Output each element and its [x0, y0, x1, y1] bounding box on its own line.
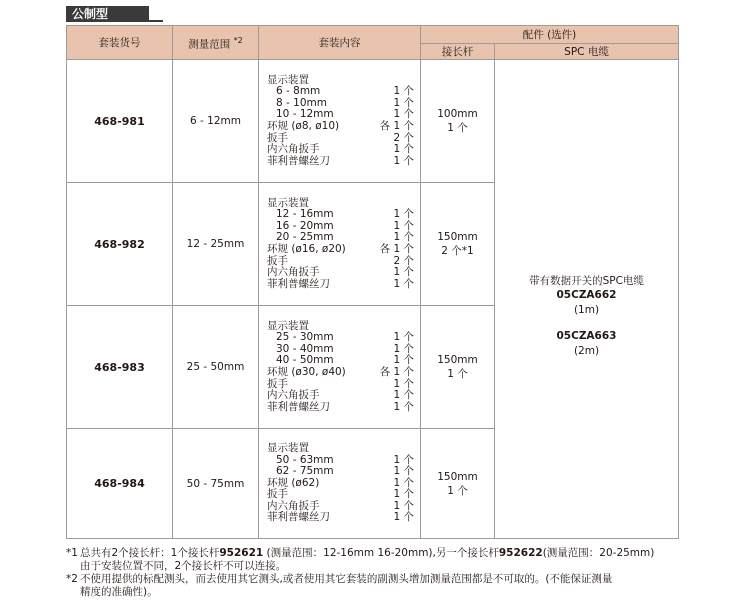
footnote: [66, 573, 706, 599]
section-title-rule: [149, 20, 163, 22]
contents-item-qty: 1 个: [393, 219, 414, 232]
set-model-number: 468-982: [67, 183, 173, 306]
contents-item-name: 6 - 8mm: [276, 85, 321, 98]
contents-item-qty: 2 个: [393, 131, 414, 144]
set-contents: [259, 429, 421, 539]
contents-item-name: 扳手: [267, 488, 288, 501]
header-rod: 接长杆: [421, 44, 495, 60]
header-contents: 套装内容: [259, 26, 421, 60]
contents-item-qty: 1 个: [393, 465, 414, 478]
contents-item-qty: 1 个: [393, 108, 414, 121]
contents-item-name: 环规 (ø16, ø20): [267, 243, 346, 255]
extension-rod: [421, 306, 495, 429]
contents-item: [259, 156, 420, 168]
contents-item-name: 40 - 50mm: [276, 354, 334, 367]
contents-item-name: 内六角扳手: [267, 389, 320, 402]
contents-item-qty: 1 个: [393, 342, 414, 355]
contents-item-name: 菲利普螺丝刀: [267, 277, 330, 290]
contents-item: [259, 244, 420, 256]
rod-length: 150mm: [437, 470, 478, 483]
contents-item-qty: 1 个: [393, 143, 414, 156]
contents-item: [259, 402, 420, 414]
rod-qty: 1 个: [447, 368, 468, 380]
footnote-text: (测量范围：12-16mm 16-20mm),另一个接长杆: [263, 547, 499, 559]
header-range-mark: *2: [233, 35, 243, 45]
extension-rod: [421, 60, 495, 183]
contents-item-qty: 1 个: [393, 231, 414, 244]
contents-item-qty: 1 个: [393, 331, 414, 344]
footnote-mark: *1: [66, 547, 78, 559]
contents-item: [259, 279, 420, 291]
footnote-line-1: [80, 573, 706, 586]
contents-item-qty: 1 个: [393, 499, 414, 512]
contents-item-name: 内六角扳手: [267, 266, 320, 279]
set-contents: [259, 183, 421, 306]
footnote-text: 952621: [219, 547, 264, 559]
contents-item-name: 环规 (ø8, ø10): [267, 120, 340, 132]
spc-cable-1-length: (1m): [573, 303, 600, 316]
contents-item-name: 8 - 10mm: [276, 96, 327, 109]
contents-item-qty: 各 1 个: [379, 366, 414, 378]
contents-item-name: 扳手: [267, 131, 288, 144]
footnote-text: 952622: [498, 547, 543, 559]
contents-item-qty: 1 个: [393, 377, 414, 390]
footnote-text: (测量范围：20-25mm): [542, 547, 655, 559]
contents-item-name: 显示装置: [267, 319, 309, 332]
footnotes: [66, 547, 706, 599]
footnote-line-2: 精度的准确性)。: [80, 586, 158, 598]
contents-item-name: 内六角扳手: [267, 143, 320, 156]
contents-item: [259, 443, 420, 455]
spc-cable-title: 带有数据开关的SPC电缆: [529, 274, 644, 287]
table-row: [67, 60, 679, 183]
contents-item: [259, 121, 420, 133]
contents-item-name: 菲利普螺丝刀: [267, 400, 330, 413]
contents-item-name: 62 - 75mm: [276, 465, 334, 478]
spc-cable: [495, 60, 679, 539]
rod-qty: 2 个*1: [441, 245, 474, 257]
contents-item-qty: 1 个: [393, 85, 414, 98]
contents-item-name: 20 - 25mm: [276, 231, 334, 244]
rod-qty: 1 个: [447, 484, 468, 497]
footnote-text: 总共有2个接长杆：1个接长杆: [80, 547, 220, 559]
contents-item-name: 50 - 63mm: [276, 453, 334, 466]
contents-item-qty: 各 1 个: [379, 120, 414, 132]
footnote: [66, 547, 706, 573]
extension-rod: [421, 429, 495, 539]
contents-item-name: 扳手: [267, 377, 288, 390]
set-contents: [259, 60, 421, 183]
spc-cable-spacer: [495, 317, 678, 329]
set-contents: [259, 306, 421, 429]
header-range: [173, 26, 259, 60]
contents-item-name: 内六角扳手: [267, 499, 320, 512]
footnote-text: 不使用提供的标配测头，而去使用其它测头,或者使用其它套装的副测头增加测量范围都是不可取的。(不能保证测量: [80, 573, 613, 585]
contents-item-qty: 1 个: [393, 400, 414, 413]
contents-item-qty: 各 1 个: [379, 243, 414, 255]
footnote-line-1: [80, 547, 706, 560]
contents-item-name: 扳手: [267, 254, 288, 267]
measuring-range: 6 - 12mm: [173, 60, 259, 183]
extension-rod: [421, 183, 495, 306]
contents-item-qty: 1 个: [393, 453, 414, 466]
contents-item-name: 菲利普螺丝刀: [267, 154, 330, 167]
contents-item: [259, 466, 420, 478]
contents-item-qty: 1 个: [393, 154, 414, 167]
contents-item-qty: 1 个: [393, 476, 414, 489]
contents-item-name: 25 - 30mm: [276, 331, 334, 344]
set-model-number: 468-983: [67, 306, 173, 429]
rod-length: 100mm: [437, 108, 478, 120]
contents-item-name: 30 - 40mm: [276, 342, 334, 355]
measuring-range: 50 - 75mm: [173, 429, 259, 539]
contents-item-qty: 1 个: [393, 208, 414, 221]
contents-item-name: 环规 (ø30, ø40): [267, 366, 346, 378]
rod-qty: 1 个: [447, 122, 468, 134]
contents-item: [259, 367, 420, 379]
rod-length: 150mm: [437, 231, 478, 243]
contents-item-qty: 1 个: [393, 511, 414, 524]
table-body: [67, 60, 679, 539]
contents-item: [259, 512, 420, 524]
contents-item-qty: 1 个: [393, 277, 414, 290]
contents-item-qty: 2 个: [393, 254, 414, 267]
contents-item-name: 16 - 20mm: [276, 219, 334, 232]
contents-item-name: 菲利普螺丝刀: [267, 511, 330, 524]
footnote-mark: *2: [66, 573, 78, 585]
footnote-line-2: 由于安装位置不同，2个接长杆不可以连接。: [80, 560, 287, 572]
contents-item-name: 显示装置: [267, 196, 309, 209]
contents-item-qty: 1 个: [393, 354, 414, 367]
header-spc: SPC 电缆: [495, 44, 679, 60]
rod-length: 150mm: [437, 354, 478, 366]
contents-item-qty: 1 个: [393, 96, 414, 109]
spc-cable-1-code: 05CZA662: [556, 289, 617, 302]
contents-item-name: 环规 (ø62): [267, 476, 320, 489]
header-options: 配件 (选件): [421, 26, 679, 44]
contents-item-qty: 1 个: [393, 266, 414, 279]
measuring-range: 12 - 25mm: [173, 183, 259, 306]
set-model-number: 468-984: [67, 429, 173, 539]
header-range-label: 测量范围: [188, 38, 231, 51]
contents-item-name: 12 - 16mm: [276, 208, 334, 221]
section-title: 公制型: [66, 6, 149, 22]
contents-item-qty: 1 个: [393, 488, 414, 501]
specification-table: [66, 25, 679, 539]
header-model: 套装货号: [67, 26, 173, 60]
contents-item-qty: 1 个: [393, 389, 414, 402]
set-model-number: 468-981: [67, 60, 173, 183]
contents-item-name: 显示装置: [267, 73, 309, 86]
contents-item-name: 10 - 12mm: [276, 108, 334, 121]
contents-item-name: 显示装置: [267, 441, 309, 454]
spc-cable-2-code: 05CZA663: [556, 330, 617, 343]
spc-cable-2-length: (2m): [573, 344, 600, 357]
measuring-range: 25 - 50mm: [173, 306, 259, 429]
